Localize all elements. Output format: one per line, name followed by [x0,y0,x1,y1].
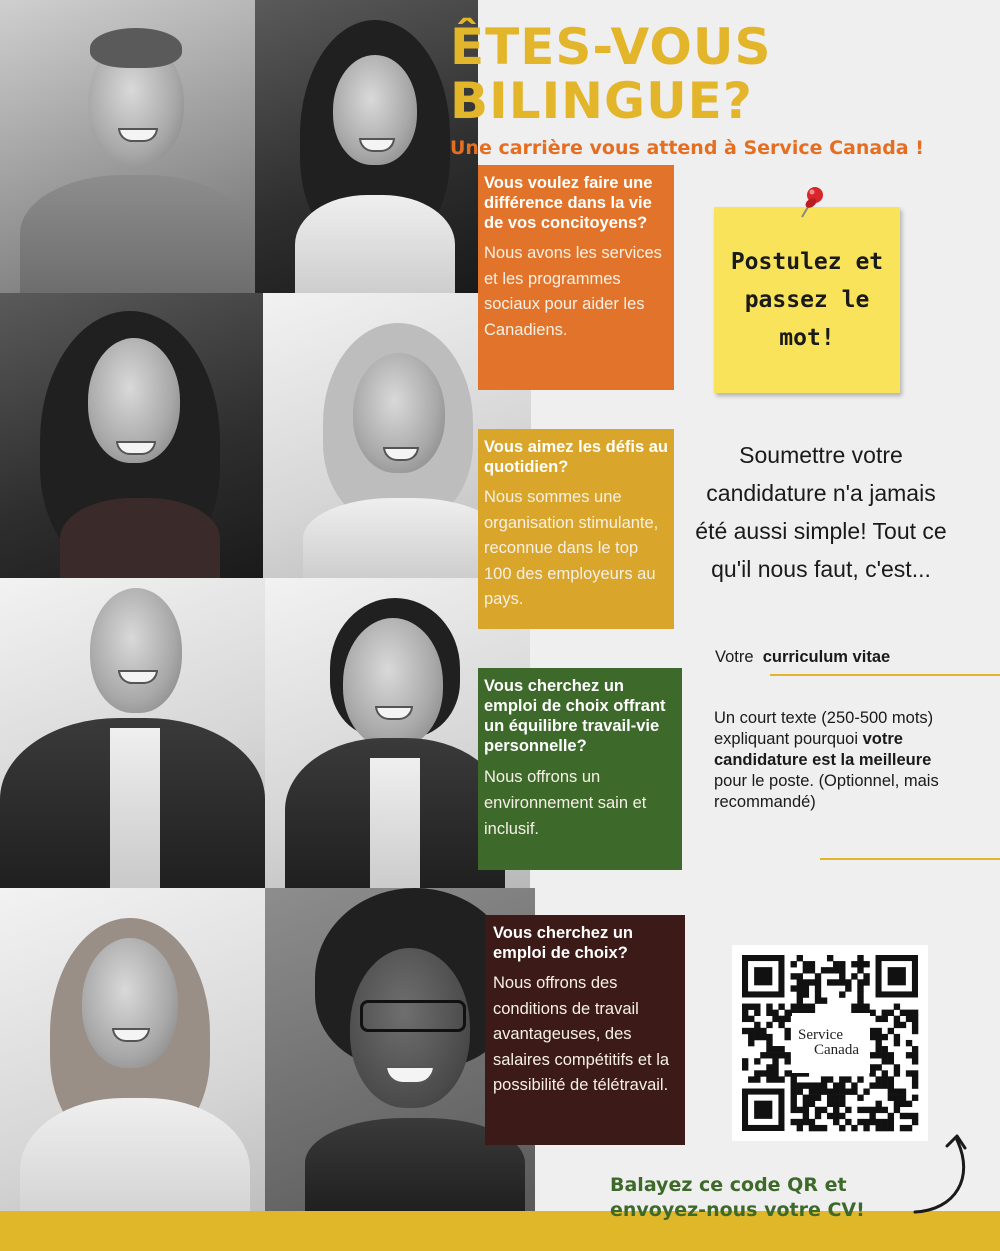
title-line-2: BILINGUE? [450,72,753,130]
logo-line-2: Canada [814,1042,859,1058]
card-question: Vous voulez faire une différence dans la vie de vos concitoyens? [484,174,653,232]
divider [820,858,1000,860]
card-daily-challenges [478,429,674,629]
card-question: Vous cherchez un emploi de choix? [493,924,633,962]
service-canada-logo [792,1013,870,1073]
card-answer: Nous avons les services et les programmes sociaux pour aider les Canadiens. [484,244,662,339]
photo-man-suit [0,578,265,888]
card-answer: Nous offrons un environnement sain et inclusif. [484,768,647,838]
requirement-text-part2: pour le poste. (Optionnel, mais recommandé) [714,772,939,811]
card-answer: Nous sommes une organisation stimulante, reconnue dans le top 100 des employeurs au pays. [484,488,659,608]
card-job-of-choice [485,915,685,1145]
sticky-note [714,207,900,393]
card-answer: Nous offrons des conditions de travail avantageuses, des salaires compétitifs et la possibilité de télétravail. [493,974,670,1094]
requirement-cv-bold: curriculum vitae [762,648,891,666]
photo-woman-blazer [255,0,478,293]
cta-text [610,1173,865,1223]
requirement-text-bold: votre candidature est la meilleure [714,730,932,769]
card-question: Vous aimez les défis au quotidien? [484,438,669,476]
qr-code[interactable] [732,945,928,1141]
card-work-life-balance [478,668,682,870]
photo-man-smiling [0,0,255,293]
requirement-text-part1: Un court texte (250-500 mots) expliquant pourquoi [714,709,934,748]
curved-arrow-icon [905,1128,975,1218]
page-title [450,20,771,128]
requirement-cv [715,648,890,667]
sticky-note-text: Postulez et passez le mot! [730,249,884,351]
photo-woman-long-hair [0,293,263,578]
cta-line-2: envoyez-nous votre CV! [610,1199,865,1221]
application-pitch: Soumettre votre candidature n'a jamais été aussi simple! Tout ce qu'il nous faut, c'est... [695,442,947,582]
title-line-1: ÊTES-VOUS [450,18,772,76]
photo-woman-hijab [0,888,265,1251]
cta-line-1: Balayez ce code QR et [610,1174,847,1196]
requirement-cv-prefix: Votre [715,648,754,666]
card-question: Vous cherchez un emploi de choix offrant un équilibre travail-vie personnelle? [484,677,666,755]
pushpin-icon [800,185,826,219]
logo-line-1: Service [798,1027,843,1043]
card-make-difference [478,165,674,390]
requirement-text [714,708,964,813]
divider [770,674,1000,676]
page-subtitle: Une carrière vous attend à Service Canada ! [450,137,924,159]
